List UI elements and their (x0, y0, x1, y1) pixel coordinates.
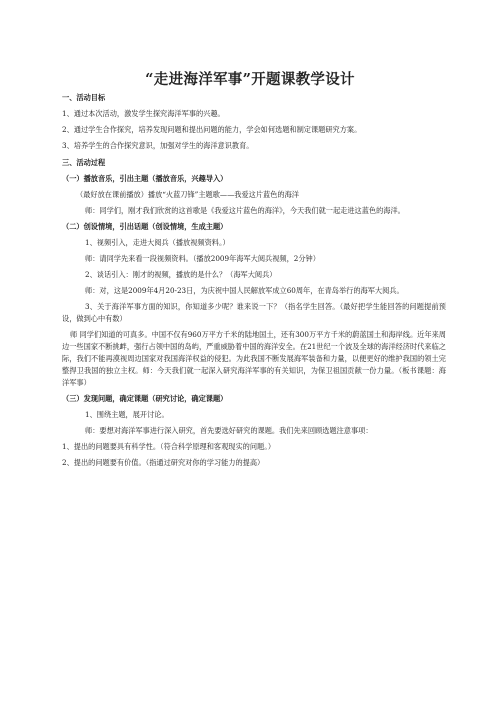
paragraph: 2、提出的问题要有价值。（指通过研究对你的学习能力的提高） (62, 458, 265, 467)
goal-item: 1、通过本次活动，激发学生探究海洋军事的兴趣。 (62, 109, 225, 118)
paragraph: 3、关于海洋军事方面的知识，你知道多少呢？谁来说一下？（指名学生回答。（最好把学生能回答的问题提前预设，做到心中有数） (62, 302, 446, 323)
subsection-heading-3: （三）发现问题，确定课题（研究讨论，确定课题） (62, 394, 228, 403)
subsection-heading-2: （二）创设情境，引出话题（创设情境，生成主题） (62, 222, 228, 231)
paragraph: （最好放在课前播放）播放“火蓝刀锋”主题歌——我爱这片蓝色的海洋 (76, 190, 299, 199)
goal-item: 3、培养学生的合作探究意识，加强对学生的海洋意识教育。 (62, 141, 254, 150)
paragraph: 1、视频引入，走进大阅兵（播放视频资料。） (85, 238, 230, 247)
paragraph: 师：对，这是2009年4月20-23日，为庆祝中国人民解放军成立60周年，在青岛举行的海军大阅兵。 (85, 286, 404, 295)
paragraph: 师：请同学先来看一段视频资料。（播放2009年海军大阅兵视频，2分钟） (85, 254, 320, 263)
section-heading-process: 三、活动过程 (62, 158, 106, 167)
goal-item: 2、通过学生合作探究，培养发现问题和提出问题的能力，学会如何选题和制定课题研究方案。 (62, 125, 362, 134)
paragraph: 1、提出的问题要具有科学性。（符合科学原理和客观现实的问题。） (62, 442, 276, 451)
subsection-heading-1: （一）播放音乐，引出主题（播放音乐，兴趣导入） (62, 174, 228, 183)
paragraph: 师：同学们，刚才我们欣赏的这首歌是《我爱这片蓝色的海洋》，今天我们就一起走进这蓝色的海洋。 (85, 206, 405, 215)
document-body (62, 92, 446, 469)
page-title: “走进海洋军事”开题课教学设计 (145, 71, 355, 88)
section-heading-goals: 一、活动目标 (62, 93, 106, 102)
paragraph: 师 同学们知道的可真多。中国不仅有960万平方千米的陆地国土，还有300万平方千米的蔚蓝国土和海岸线。近年来周边一些国家不断挑衅，强行占领中国的岛屿，严重威胁着中国的海洋安全。在21世纪一个波及全球的海洋经济时代来临之际，我们不能再漠视周边国家对我国海洋权益的侵犯。为此我国不断发展海军装备和力量，以便更好的维护我国的领土完整捍卫我国的独立主权。师：今天我们就一起深入研究海洋军事的有关知识，为保卫祖国贡献一份力量。（板书课题：海洋军事） (62, 330, 446, 387)
paragraph: 1、围绕主题，展开讨论。 (85, 410, 169, 419)
paragraph: 师：要想对海洋军事进行深入研究，首先要选好研究的课题。我们先来回顾选题注意事项： (85, 426, 373, 435)
paragraph: 2、谈话引入：刚才的视频，播放的是什么？（海军大阅兵） (85, 270, 277, 279)
